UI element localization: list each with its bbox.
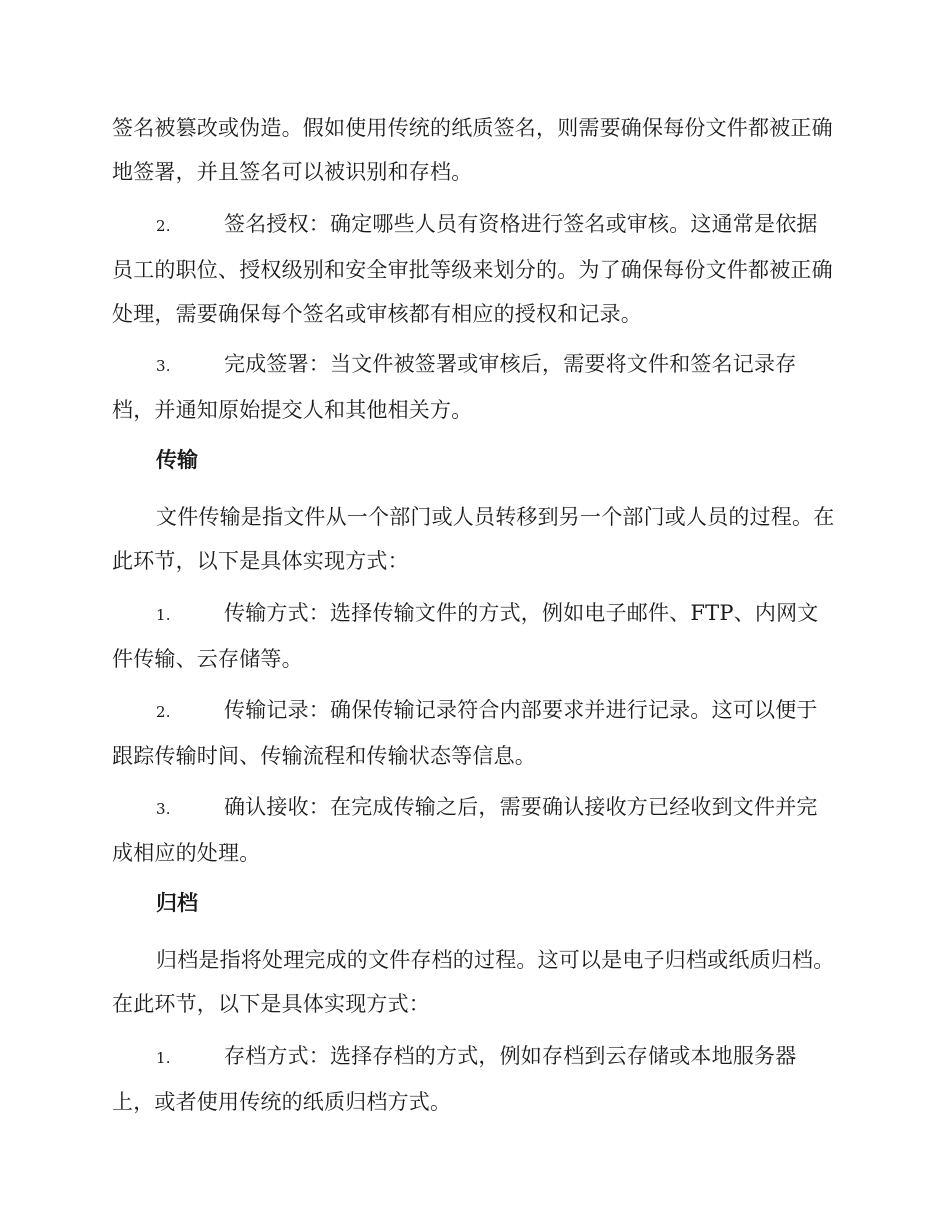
list-number: 1.	[156, 1049, 171, 1067]
list-text: 签名授权：确定哪些人员有资格进行签名或审核。这通常是依据员工的职位、授权级别和安全审批等级来划分的。为了确保每份文件都被正确处理，需要确保每个签名或审核都有相应的授权和记录。	[112, 212, 833, 326]
list-text: 传输方式：选择传输文件的方式，例如电子邮件、FTP、内网文件传输、云存储等。	[112, 601, 819, 671]
list-item-transfer-record	[112, 688, 836, 778]
list-text: 存档方式：选择存档的方式，例如存档到云存储或本地服务器上，或者使用传统的纸质归档方式。	[112, 1044, 797, 1114]
list-number: 2.	[156, 217, 171, 235]
paragraph-signature-intro: 签名被篡改或伪造。假如使用传统的纸质签名，则需要确保每份文件都被正确地签署，并且签名可以被识别和存档。	[112, 116, 833, 184]
list-number: 3.	[156, 357, 171, 375]
list-text: 传输记录：确保传输记录符合内部要求并进行记录。这可以便于跟踪传输时间、传输流程和传输状态等信息。	[112, 698, 818, 768]
list-text: 完成签署：当文件被签署或审核后，需要将文件和签名记录存档，并通知原始提交人和其他相关方。	[112, 352, 797, 422]
paragraph-transfer-intro: 文件传输是指文件从一个部门或人员转移到另一个部门或人员的过程。在此环节，以下是具体实现方式：	[112, 505, 835, 573]
list-item-confirm-receipt	[112, 785, 836, 875]
paragraph-archive-intro: 归档是指将处理完成的文件存档的过程。这可以是电子归档或纸质归档。在此环节，以下是具体实现方式：	[112, 948, 835, 1016]
list-number: 3.	[156, 800, 171, 818]
section-heading-archive: 归档	[156, 891, 198, 915]
list-item-sign-authorization	[112, 202, 836, 336]
list-item-complete-signing	[112, 342, 836, 432]
section-heading-transfer: 传输	[156, 448, 198, 472]
list-number: 2.	[156, 703, 171, 721]
list-item-transfer-method	[112, 591, 836, 681]
list-item-archive-method	[112, 1034, 836, 1124]
list-number: 1.	[156, 606, 171, 624]
list-text: 确认接收：在完成传输之后，需要确认接收方已经收到文件并完成相应的处理。	[112, 795, 818, 865]
